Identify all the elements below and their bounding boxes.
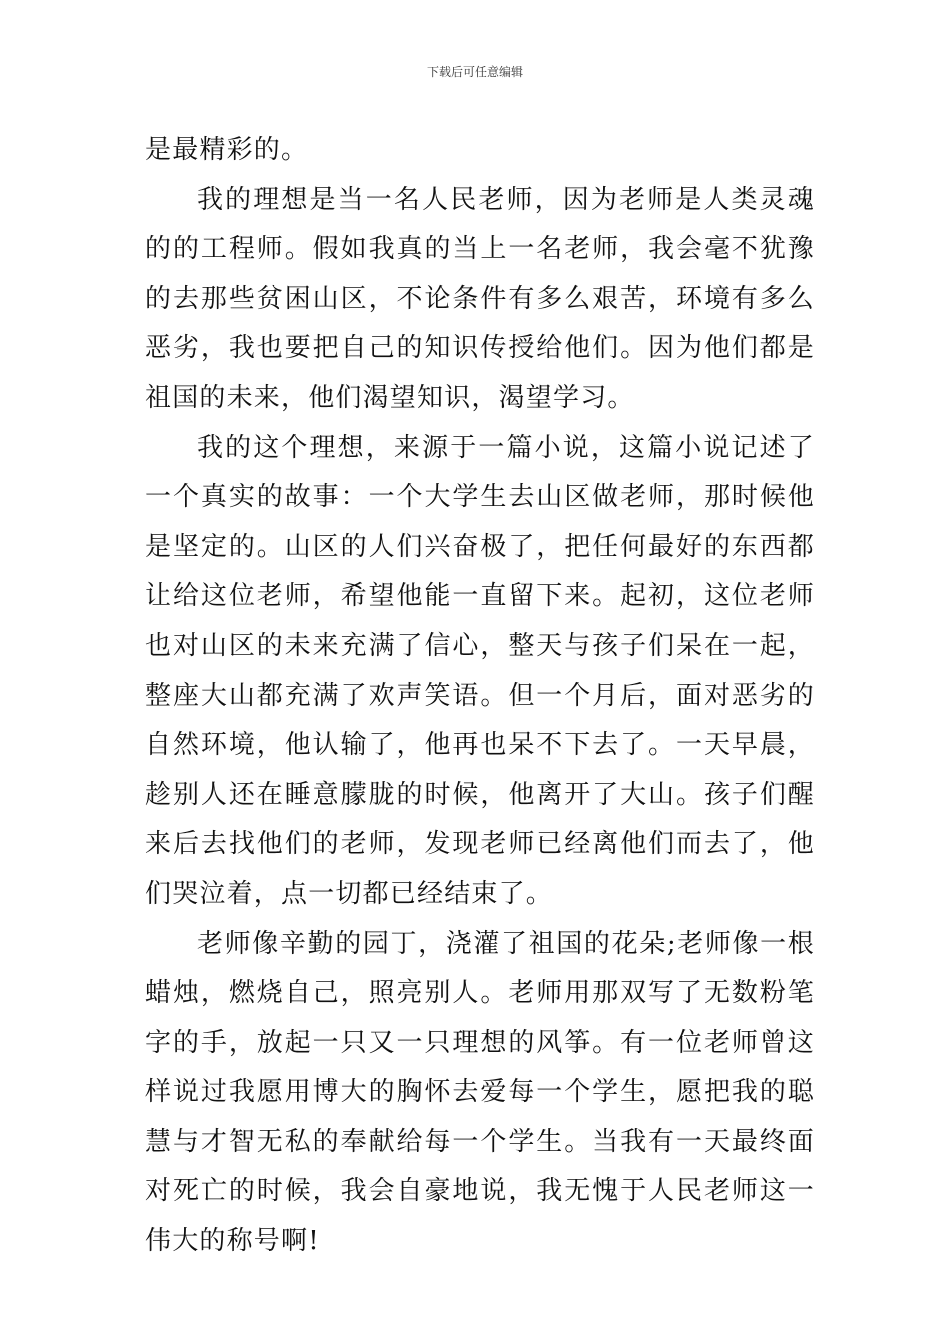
document-body [145,126,815,1267]
paragraph-teacher-praise: 老师像辛勤的园丁，浇灌了祖国的花朵;老师像一根蜡烛，燃烧自己，照亮别人。老师用那双写了无数粉笔字的手，放起一只又一只理想的风筝。有一位老师曾这样说过我愿用博大的胸怀去爱每一个学生，愿把我的聪慧与才智无私的奉献给每一个学生。当我有一天最终面对死亡的时候，我会自豪地说，我无愧于人民老师这一伟大的称号啊! [145,928,815,1257]
paragraph-ideal: 我的理想是当一名人民老师，因为老师是人类灵魂的的工程师。假如我真的当上一名老师，我会毫不犹豫的去那些贫困山区，不论条件有多么艰苦，环境有多么恶劣，我也要把自己的知识传授给他们。因为他们都是祖国的未来，他们渴望知识，渴望学习。 [145,184,815,413]
paragraph-story: 我的这个理想，来源于一篇小说，这篇小说记述了一个真实的故事：一个大学生去山区做老师，那时候他是坚定的。山区的人们兴奋极了，把任何最好的东西都让给这位老师，希望他能一直留下来。起初，这位老师也对山区的未来充满了信心，整天与孩子们呆在一起，整座大山都充满了欢声笑语。但一个月后，面对恶劣的自然环境，他认输了，他再也呆不下去了。一天早晨，趁别人还在睡意朦胧的时候，他离开了大山。孩子们醒来后去找他们的老师，发现老师已经离他们而去了，他们哭泣着，点一切都已经结束了。 [145,432,815,909]
paragraph-continuation: 是最精彩的。 [145,135,309,165]
page-header: 下载后可任意编辑 [426,65,523,79]
